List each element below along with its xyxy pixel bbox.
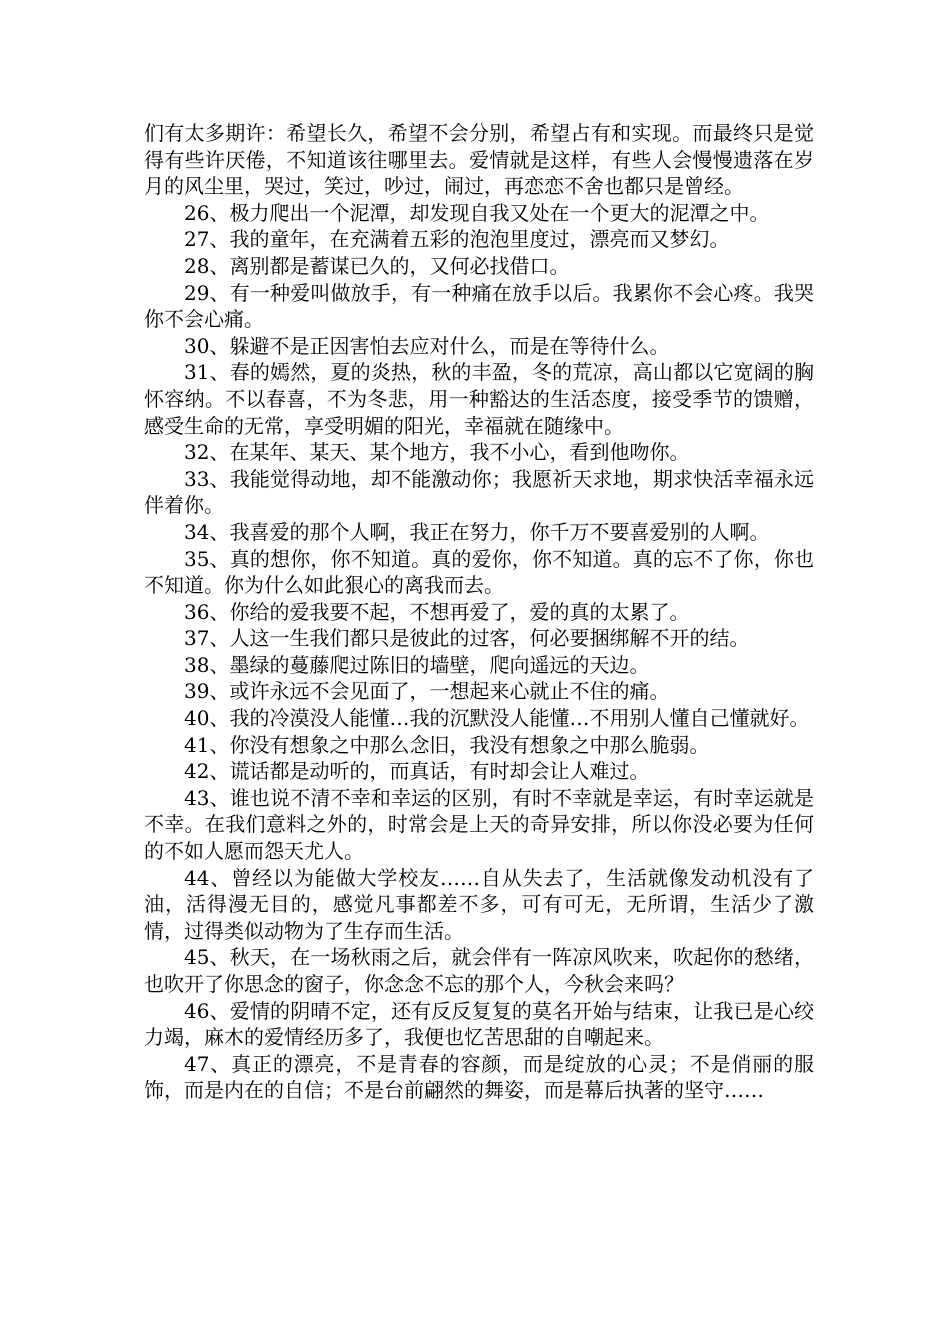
- document-page: [144, 120, 814, 1104]
- paragraph-41: 41、你没有想象之中那么念旧，我没有想象之中那么脆弱。: [184, 732, 710, 757]
- paragraph-42: 42、谎话都是动听的，而真话，有时却会让人难过。: [184, 759, 650, 784]
- paragraph-35: 35、真的想你，你不知道。真的爱你，你不知道。真的忘不了你，你也不知道。你为什么如此狠心的离我而去。: [144, 546, 814, 598]
- paragraph-28: 28、离别都是蓄谋已久的，又何必找借口。: [184, 253, 570, 278]
- paragraph-47: 47、真正的漂亮，不是青春的容颜，而是绽放的心灵；不是俏丽的服饰，而是内在的自信；不是台前翩然的舞姿，而是幕后执著的坚守……: [144, 1051, 814, 1103]
- paragraph-40: 40、我的冷漠没人能懂…我的沉默没人能懂…不用别人懂自己懂就好。: [184, 706, 810, 731]
- paragraph-37: 37、人这一生我们都只是彼此的过客，何必要捆绑解不开的结。: [184, 626, 750, 651]
- paragraph-39: 39、或许永远不会见面了，一想起来心就止不住的痛。: [184, 679, 670, 704]
- paragraph-33: 33、我能觉得动地，却不能激动你；我愿祈天求地，期求快活幸福永远伴着你。: [144, 466, 814, 518]
- paragraph-45: 45、秋天，在一场秋雨之后，就会伴有一阵凉风吹来，吹起你的愁绪，也吹开了你思念的窗子，你念念不忘的那个人，今秋会来吗？: [144, 945, 814, 996]
- paragraph-44: 44、曾经以为能做大学校友……自从失去了，生活就像发动机没有了油，活得漫无目的，感觉凡事都差不多，可有可无，无所谓，生活少了激情，过得类似动物为了生存而生活。: [144, 865, 814, 943]
- paragraph-38: 38、墨绿的蔓藤爬过陈旧的墙壁，爬向遥远的天边。: [184, 652, 650, 677]
- paragraph-30: 30、躲避不是正因害怕去应对什么，而是在等待什么。: [184, 333, 670, 358]
- paragraph-27: 27、我的童年，在充满着五彩的泡泡里度过，漂亮而又梦幻。: [184, 227, 730, 252]
- paragraph-46: 46、爱情的阴晴不定，还有反反复复的莫名开始与结束，让我已是心绞力竭，麻木的爱情经历多了，我便也忆苦思甜的自嘲起来。: [144, 998, 814, 1050]
- paragraph-34: 34、我喜爱的那个人啊，我正在努力，你千万不要喜爱别的人啊。: [184, 519, 770, 544]
- paragraph-26: 26、极力爬出一个泥潭，却发现自我又处在一个更大的泥潭之中。: [184, 200, 770, 225]
- paragraph-31: 31、春的嫣然，夏的炎热，秋的丰盈，冬的荒凉，高山都以它宽阔的胸怀容纳。不以春喜，不为冬悲，用一种豁达的生活态度，接受季节的馈赠，感受生命的无常，享受明媚的阳光，幸福就在随缘中。: [144, 360, 814, 438]
- paragraph-29: 29、有一种爱叫做放手，有一种痛在放手以后。我累你不会心疼。我哭你不会心痛。: [144, 280, 814, 332]
- paragraph-continuation: 们有太多期许：希望长久，希望不会分别，希望占有和实现。而最终只是觉得有些许厌倦，不知道该往哪里去。爱情就是这样，有些人会慢慢遗落在岁月的风尘里，哭过，笑过，吵过，闹过，再恋恋不舍也都只是曾经。: [144, 121, 814, 199]
- paragraph-43: 43、谁也说不清不幸和幸运的区别，有时不幸就是幸运，有时幸运就是不幸。在我们意料之外的，时常会是上天的奇异安排，所以你没必要为任何的不如人愿而怨天尤人。: [144, 785, 814, 864]
- paragraph-32: 32、在某年、某天、某个地方，我不小心，看到他吻你。: [184, 440, 690, 465]
- paragraph-36: 36、你给的爱我要不起，不想再爱了，爱的真的太累了。: [184, 599, 690, 624]
